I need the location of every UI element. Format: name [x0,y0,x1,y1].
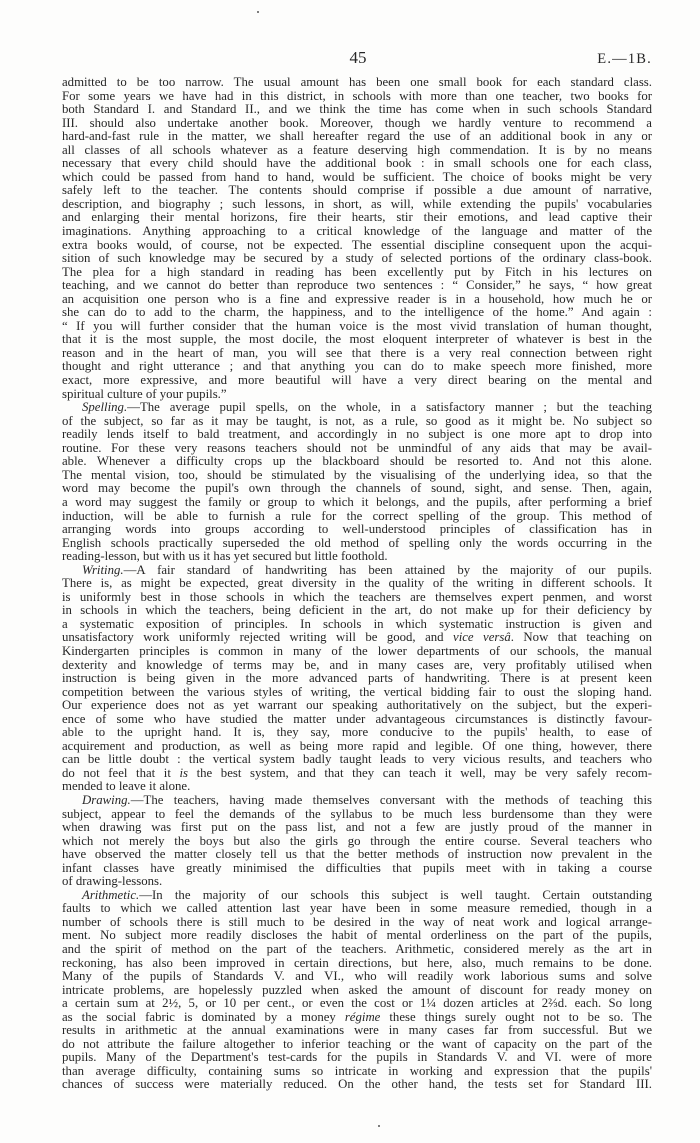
text-run: infant classes have greatly minimised the difficulties that pupils meet with in taking a course [62,861,652,875]
text-line [62,252,652,266]
text-run: a word may suggest the family or group to which it belongs, and the pupils, after performing a brief [62,495,652,509]
text-run: in schools in which the teachers, being deficient in the art, do not make up for their deficiency by [62,604,652,618]
text-line [62,835,652,849]
text-run: —The teachers, having made themselves conversant with the methods of teaching this [130,793,652,807]
text-line [62,333,652,347]
text-line [62,130,652,144]
text-line [62,211,652,225]
text-run: an acquisition one person who is a fine and expressive reader is in a household, how much he or [62,292,652,306]
text-run: —The average pupil spells, on the whole, in a satisfactory manner ; but the teaching [127,401,652,415]
paragraph [62,794,652,889]
italic-run: is [179,766,189,780]
text-run: For some years we have had in this district, in schools with more than one teacher, two books for [62,89,652,103]
text-run: arranging words into groups according to well-understood principles of classification has in [62,523,652,537]
text-run: III. should also undertake another book. Moreover, though we hardly venture to recommend a [62,116,652,130]
text-line [62,510,652,524]
text-line [62,618,652,632]
text-run: mended to leave it alone. [62,780,191,794]
text-line [62,780,652,794]
text-run: Our experience does not as yet warrant our speaking authoritatively on the subject, but the experi- [62,699,652,713]
text-run: teaching, and we cannot do better than reproduce two sentences : “ Consider,” he says, “ how great [62,279,652,293]
text-line [62,117,652,131]
text-line [62,198,652,212]
text-run: results in arithmetic at the annual examinations were in many cases far from successful. But we [62,1024,652,1038]
text-run: necessary that every child should have the additional book : in small schools one for each class, [62,157,652,171]
text-run: safely left to the teacher. The contents should comprise if possible a due amount of narrative, [62,184,652,198]
text-line [62,76,652,90]
text-line [62,442,652,456]
text-line [62,713,652,727]
text-line [62,1038,652,1052]
text-run: a systematic exposition of principles. In schools in which systematic instruction is given and [62,617,652,631]
text-run: hard-and-fast rule in the matter, we shall hereafter regard the use of an additional book in any or [62,130,652,144]
text-line [62,604,652,618]
text-run: imaginations. Anything approaching to a critical knowledge of the language and matter of the [62,225,652,239]
text-line [62,672,652,686]
text-run: faults to which we called attention last year have been in some measure remedied, though in a [62,902,652,916]
text-line [62,415,652,429]
text-run: ment. No subject more readily discloses the habit of mental orderliness on the part of the pupils, [62,929,652,943]
text-run: subject, appear to feel the demands of the syllabus to be much less burdensome than they were [62,807,652,821]
text-line [62,659,652,673]
text-line [62,1024,652,1038]
text-run: do not feel that it [62,766,180,780]
text-line [62,577,652,591]
text-line [62,848,652,862]
text-line [62,726,652,740]
text-line [62,157,652,171]
text-line [62,550,652,564]
text-line [62,943,652,957]
text-run: pupils. Many of the Department's test-cards for the pupils in Standards V. and VI. were of more [62,1051,652,1065]
text-run: Kindergarten principles is common in many of the lower departments of our schools, the manual [62,644,652,658]
text-run: chances of success were materially reduced. On the other hand, the tests set for Standard III. [62,1078,652,1092]
text-line [62,591,652,605]
text-line [62,496,652,510]
text-run: which not merely the boys but also the girls go through the entire course. Several teachers who [62,834,652,848]
text-run: dexterity and knowledge of terms may be, and in many cases are, very profitably utilised when [62,658,652,672]
text-line [62,862,652,876]
body-text [62,76,652,1092]
text-line [62,970,652,984]
document-reference: E.—1B. [597,51,652,67]
text-line [62,686,652,700]
text-run: thought and right utterance ; and that anything you can do to make speech more finished, more [62,360,652,374]
text-run: reckoning, has also been improved in certain directions, but here, also, much remains to be done. [62,956,652,970]
text-line [62,374,652,388]
italic-run: régime [344,1010,381,1024]
text-run: a certain sum at 2½, 5, or 10 per cent., or even the cost or 1¼ dozen articles at 2⅔d. each. So long [62,997,652,1011]
text-line [62,184,652,198]
text-run: . Now that teaching on [510,631,652,645]
text-run: able. Whenever a difficulty crops up the blackboard should be resorted to. And not this alone. [62,455,652,469]
text-line [62,1011,652,1025]
text-run: readily lends itself to bald treatment, and accordingly in no subject is one more apt to drop into [62,428,652,442]
text-line [62,103,652,117]
text-run: extra books would, of course, not be expected. The essential discipline consequent upon the acqui- [62,238,652,252]
text-line [62,902,652,916]
section-heading: Arithmetic. [82,888,140,902]
text-run: —In the majority of our schools this subject is well taught. Certain outstanding [139,888,652,902]
text-line [62,753,652,767]
text-line [62,306,652,320]
text-line [62,428,652,442]
text-line [62,225,652,239]
text-run: the best system, and that they can teach it well, may be very safely recom- [188,766,652,780]
text-line [62,564,652,578]
text-run: she can do to add to the charm, the happiness, and to the intelligence of the home.” And again : [62,306,652,320]
text-run: than average difficulty, containing sums so intricate in working and expression that the pupils' [62,1064,652,1078]
text-line [62,347,652,361]
text-line [62,455,652,469]
text-line [62,984,652,998]
text-line [62,889,652,903]
text-run: both Standard I. and Standard II., and we think the time has come when in such schools Standard [62,103,652,117]
text-run: acquirement and production, as well as being more rapid and legible. Of one thing, however, there [62,739,652,753]
text-run: intricate problems, are hopelessly puzzled when asked the amount of discount for ready money on [62,983,652,997]
paragraph [62,401,652,564]
text-line [62,875,652,889]
text-run: competition between the various styles of writing, the vertical bidding fair to oust the sloping hand. [62,685,652,699]
section-heading: Drawing. [82,793,131,807]
text-run: word may become the pupil's own through the channels of sound, sight, and sense. Then, again, [62,482,652,496]
text-run: There is, as might be expected, great diversity in the quality of the writing in different schools. It [62,577,652,591]
text-run: and enlarging their mental horizons, fire their hearts, stir their emotions, and lead captive their [62,211,652,225]
text-line [62,537,652,551]
text-line [62,266,652,280]
text-line [62,929,652,943]
text-run: do not attribute the failure altogether to inferior teaching or the want of capacity on the part of the [62,1037,652,1051]
text-line [62,1065,652,1079]
section-heading: Writing. [82,563,124,577]
section-heading: Spelling. [82,401,128,415]
text-run: unsatisfactory work uniformly rejected writing will be good, and [62,631,454,645]
text-line [62,916,652,930]
text-run: of the subject, so far as it may be taught, is not, as a rule, so good as it might be. No subject so [62,414,652,428]
text-run: reading-lesson, but with us it has yet secured but little foothold. [62,550,388,564]
text-run: The plea for a high standard in reading has been excellently put by Fitch in his lectures on [62,265,652,279]
text-run: spiritual culture of your pupils.” [62,387,227,401]
text-run: number of schools there is still much to be desired in the way of neat work and logical arrange- [62,915,652,929]
text-line [62,794,652,808]
text-run: English schools practically superseded the old method of spelling only the words occurring in the [62,536,652,550]
text-run: which could be passed from hand to hand, would be sufficient. The choice of books might be very [62,170,652,184]
text-run: description, and biography ; such lessons, in short, as will, while extending the pupils' vocabularies [62,197,652,211]
text-line [62,997,652,1011]
text-run: reason and in the heart of man, you will see that there is a very real connection between right [62,346,652,360]
text-run: these things surely ought not to be so. The [380,1010,652,1024]
text-line [62,699,652,713]
text-line [62,90,652,104]
text-line [62,821,652,835]
text-line [62,360,652,374]
text-run: ence of some who have studied the matter under advantageous circumstances is distinctly favour- [62,712,652,726]
text-line [62,293,652,307]
scan-speck [257,11,259,13]
text-run: that it is the most supple, the most docile, the most eloquent interpreter of whatever is best in the [62,333,652,347]
scan-speck [378,1125,380,1127]
paragraph [62,564,652,794]
text-run: when drawing was first put on the pass list, and not a few are justly proud of the manner in [62,821,652,835]
text-line [62,279,652,293]
text-run: instruction is being given in the more advanced parts of handwriting. There is at present keen [62,672,652,686]
text-run: admitted to be too narrow. The usual amount has been one small book for each standard class. [62,76,652,89]
text-line [62,171,652,185]
text-line [62,645,652,659]
text-run: can be little doubt : the vertical system badly taught leads to very vicious results, and teachers who [62,753,652,767]
text-line [62,808,652,822]
text-line [62,767,652,781]
text-line [62,957,652,971]
text-run: able to the upright hand. It is, they say, more conducive to the pupils' health, to ease of [62,726,652,740]
text-line [62,239,652,253]
text-run: induction, will be able to furnish a rule for the correct spelling of the group. This method of [62,509,652,523]
text-run: of drawing-lessons. [62,875,163,889]
paragraph [62,889,652,1092]
text-run: have observed the matter closely tell us that the better methods of instruction now prevalent in the [62,848,652,862]
text-run: exact, more expressive, and more beautiful will have a very direct bearing on the mental and [62,374,652,388]
text-line [62,1051,652,1065]
text-line [62,144,652,158]
text-line [62,1078,652,1092]
text-line [62,469,652,483]
text-run: is uniformly best in those schools in which the teachers are themselves expert penmen, and worst [62,590,652,604]
text-run: all classes of all schools whatever as a feature deserving high commendation. It is by no means [62,143,652,157]
text-line [62,482,652,496]
text-run: The mental vision, too, should be stimulated by the visualising of the underlying idea, so that the [62,468,652,482]
text-line [62,401,652,415]
italic-run: vice versâ [453,631,511,645]
text-line [62,523,652,537]
text-line [62,320,652,334]
text-run: routine. For these very reasons teachers should not be unmindful of any aids that may be avail- [62,441,652,455]
text-run: —A fair standard of handwriting has been attained by the majority of our pupils. [123,563,652,577]
paragraph [62,76,652,401]
text-line [62,740,652,754]
page-number: 45 [349,48,367,67]
text-run: Many of the pupils of Standards V. and VI., who will readily work laborious sums and solve [62,970,652,984]
text-run: sition of such knowledge may be secured by a study of selected portions of the ordinary class-book. [62,252,652,266]
text-line [62,388,652,402]
text-line [62,631,652,645]
text-run: and the spirit of method on the part of the teachers. Arithmetic, considered merely as the art in [62,943,652,956]
text-run: “ If you will further consider that the human voice is the most vivid translation of human thought, [62,319,652,333]
text-run: as the social fabric is dominated by a money [62,1010,345,1024]
